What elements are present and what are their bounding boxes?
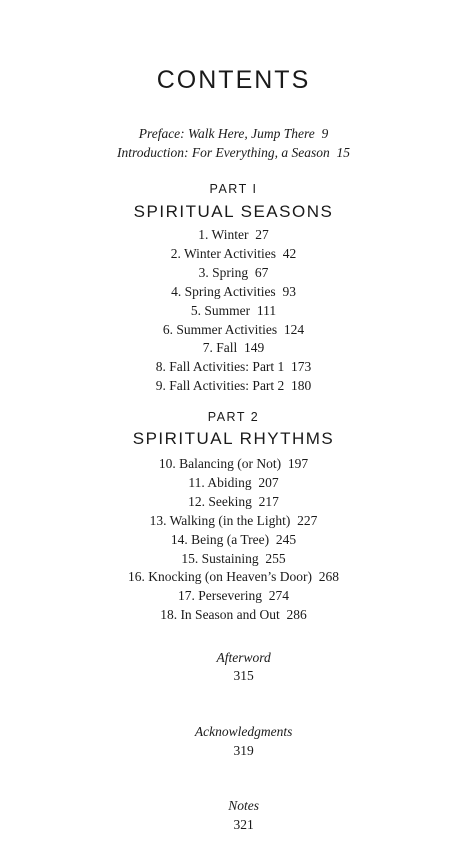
toc-entry-chapter: 17. Persevering 274 <box>178 588 289 604</box>
toc-entry-chapter: 15. Sustaining 255 <box>181 550 286 566</box>
toc-entry-chapter: 9. Fall Activities: Part 2 180 <box>155 378 312 394</box>
toc-entry-chapter: 5. Summer 111 <box>190 302 277 318</box>
toc-entry-chapter: 10. Balancing (or Not) 197 <box>158 456 309 471</box>
toc-entry-notes <box>0 779 467 853</box>
toc-entry-preface: Preface: Walk Here, Jump There 9 <box>138 126 329 141</box>
part-2-chapter-list <box>0 455 467 625</box>
back-matter-page: 321 <box>233 816 254 832</box>
back-matter-label: Notes <box>228 798 259 814</box>
part-1-label: PART I <box>209 182 258 196</box>
part-2-label: PART 2 <box>207 410 260 424</box>
toc-entry-chapter: 3. Spring 67 <box>198 264 269 280</box>
toc-entry-chapter: 12. Seeking 217 <box>188 493 279 509</box>
toc-entry-chapter: 4. Spring Activities 93 <box>171 283 296 299</box>
toc-entry-chapter: 18. In Season and Out 286 <box>160 607 307 623</box>
toc-entry-chapter: 1. Winter 27 <box>198 227 269 242</box>
back-matter-page: 319 <box>233 742 254 758</box>
toc-entry-chapter: 8. Fall Activities: Part 1 173 <box>155 359 312 375</box>
back-matter-label: Acknowledgments <box>194 723 293 739</box>
toc-entry-chapter: 14. Being (a Tree) 245 <box>170 531 297 547</box>
back-matter-label: Afterword <box>216 649 271 665</box>
toc-entry-chapter: 7. Fall 149 <box>202 340 265 356</box>
part-1-chapter-list <box>0 226 467 396</box>
back-matter <box>0 630 467 853</box>
toc-entry-chapter: 16. Knocking (on Heaven’s Door) 268 <box>127 569 340 585</box>
toc-entry-chapter: 2. Winter Activities 42 <box>170 245 297 261</box>
toc-entry-chapter: 6. Summer Activities 124 <box>162 321 305 337</box>
front-matter <box>0 125 467 163</box>
part-2-title: SPIRITUAL RHYTHMS <box>132 429 335 448</box>
toc-entry-chapter: 11. Abiding 207 <box>188 474 279 490</box>
part-1-title: SPIRITUAL SEASONS <box>133 202 334 221</box>
toc-entry-introduction: Introduction: For Everything, a Season 15 <box>116 144 351 160</box>
page-title: CONTENTS <box>156 66 311 94</box>
toc-entry-acknowledgments <box>0 704 467 778</box>
toc-entry-chapter: 13. Walking (in the Light) 227 <box>149 512 318 528</box>
back-matter-page: 315 <box>233 668 254 684</box>
toc-entry-afterword <box>0 630 467 704</box>
